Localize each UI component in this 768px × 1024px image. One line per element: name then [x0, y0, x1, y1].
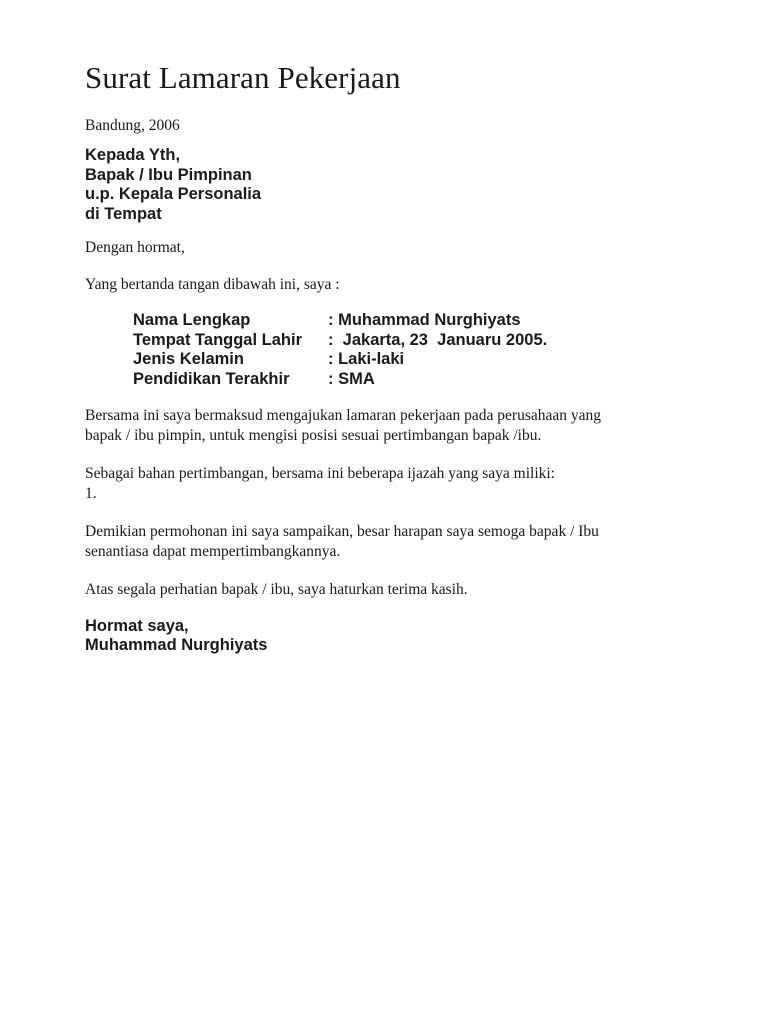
recipient-line: di Tempat	[85, 204, 162, 223]
detail-value: : Muhammad Nurghiyats	[328, 311, 521, 329]
detail-label: Jenis Kelamin	[133, 350, 244, 368]
body-line: Demikian permohonan ini saya sampaikan, besar harapan saya semoga bapak / Ibu	[85, 523, 599, 540]
detail-label: Nama Lengkap	[133, 311, 251, 329]
body-line: senantiasa dapat mempertimbangkannya.	[85, 542, 341, 560]
detail-value: : SMA	[328, 369, 375, 388]
detail-row	[133, 311, 685, 331]
signature-name: Muhammad Nurghiyats	[85, 636, 268, 654]
recipient-line: u.p. Kepala Personalia	[85, 185, 262, 203]
body-paragraph	[85, 406, 685, 445]
body-paragraph	[85, 522, 685, 561]
detail-row	[133, 350, 685, 370]
recipient-block	[85, 146, 685, 224]
closing-salutation: Hormat saya,	[85, 616, 189, 635]
detail-value: : Laki-laki	[328, 350, 405, 368]
personal-details	[133, 311, 685, 389]
closing-block	[85, 617, 685, 656]
detail-value: : Jakarta, 23 Januaru 2005.	[328, 330, 548, 349]
body-line: bapak / ibu pimpin, untuk mengisi posisi sesuai pertimbangan bapak /ibu.	[85, 426, 542, 444]
greeting: Dengan hormat,	[85, 239, 185, 256]
body-paragraph: Atas segala perhatian bapak / ibu, saya haturkan terima kasih.	[85, 581, 468, 598]
body-line: 1.	[85, 484, 97, 502]
detail-label: Pendidikan Terakhir	[133, 369, 290, 388]
body-line: Bersama ini saya bermaksud mengajukan lamaran pekerjaan pada perusahaan yang	[85, 407, 602, 424]
recipient-line: Kepada Yth,	[85, 146, 181, 164]
body-paragraph	[85, 464, 685, 503]
detail-label: Tempat Tanggal Lahir	[133, 330, 302, 349]
detail-row	[133, 370, 685, 390]
intro-text: Yang bertanda tangan dibawah ini, saya :	[85, 275, 340, 293]
detail-row	[133, 331, 685, 351]
letter-title: Surat Lamaran Pekerjaan	[85, 60, 401, 95]
letter-page	[85, 58, 685, 656]
recipient-line: Bapak / Ibu Pimpinan	[85, 165, 252, 184]
letter-date: Bandung, 2006	[85, 117, 180, 134]
body-line: Sebagai bahan pertimbangan, bersama ini beberapa ijazah yang saya miliki:	[85, 465, 555, 482]
